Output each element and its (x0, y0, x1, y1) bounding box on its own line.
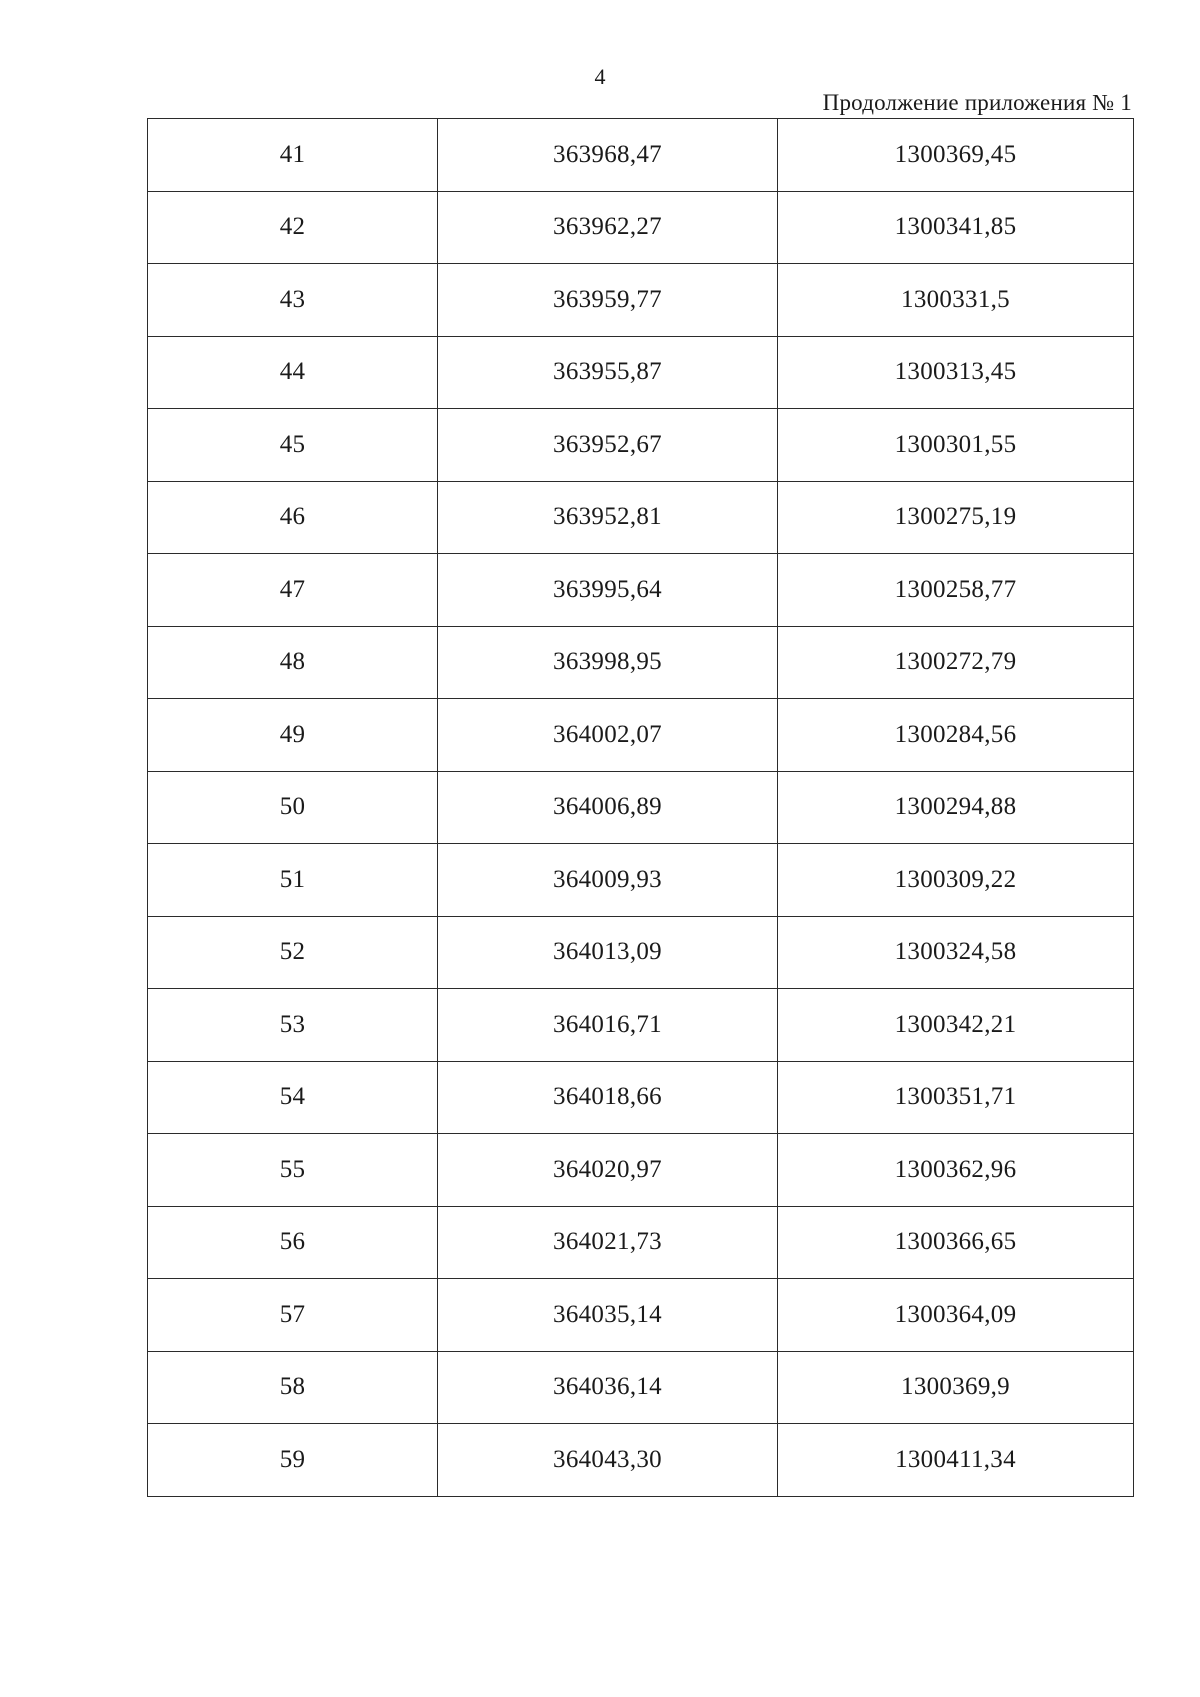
table-row (148, 916, 1134, 989)
table-row (148, 336, 1134, 409)
point-number-cell: 59 (148, 1424, 438, 1497)
x-coordinate-cell: 363959,77 (438, 264, 778, 337)
point-number-cell: 55 (148, 1134, 438, 1207)
point-number-cell: 45 (148, 409, 438, 482)
y-coordinate-cell: 1300364,09 (778, 1279, 1134, 1352)
x-coordinate-cell: 363952,67 (438, 409, 778, 482)
x-coordinate-cell: 364006,89 (438, 771, 778, 844)
y-coordinate-cell: 1300369,9 (778, 1351, 1134, 1424)
point-number-cell: 54 (148, 1061, 438, 1134)
y-coordinate-cell: 1300275,19 (778, 481, 1134, 554)
table-row (148, 264, 1134, 337)
x-coordinate-cell: 363955,87 (438, 336, 778, 409)
x-coordinate-cell: 363952,81 (438, 481, 778, 554)
point-number-cell: 42 (148, 191, 438, 264)
y-coordinate-cell: 1300284,56 (778, 699, 1134, 772)
y-coordinate-cell: 1300313,45 (778, 336, 1134, 409)
y-coordinate-cell: 1300411,34 (778, 1424, 1134, 1497)
point-number-cell: 51 (148, 844, 438, 917)
table-row (148, 844, 1134, 917)
point-number-cell: 52 (148, 916, 438, 989)
coordinates-table (147, 118, 1134, 1497)
table-row (148, 1424, 1134, 1497)
x-coordinate-cell: 364016,71 (438, 989, 778, 1062)
x-coordinate-cell: 364013,09 (438, 916, 778, 989)
x-coordinate-cell: 364021,73 (438, 1206, 778, 1279)
table-row (148, 481, 1134, 554)
point-number-cell: 57 (148, 1279, 438, 1352)
table-row (148, 554, 1134, 627)
table-row (148, 1279, 1134, 1352)
table-row (148, 699, 1134, 772)
point-number-cell: 48 (148, 626, 438, 699)
table-row (148, 119, 1134, 192)
table-row (148, 626, 1134, 699)
table-row (148, 1351, 1134, 1424)
x-coordinate-cell: 363968,47 (438, 119, 778, 192)
y-coordinate-cell: 1300272,79 (778, 626, 1134, 699)
table-row (148, 409, 1134, 482)
x-coordinate-cell: 364035,14 (438, 1279, 778, 1352)
table-row (148, 1206, 1134, 1279)
y-coordinate-cell: 1300362,96 (778, 1134, 1134, 1207)
y-coordinate-cell: 1300351,71 (778, 1061, 1134, 1134)
x-coordinate-cell: 363962,27 (438, 191, 778, 264)
point-number-cell: 44 (148, 336, 438, 409)
x-coordinate-cell: 364009,93 (438, 844, 778, 917)
y-coordinate-cell: 1300331,5 (778, 264, 1134, 337)
table-row (148, 191, 1134, 264)
x-coordinate-cell: 363998,95 (438, 626, 778, 699)
point-number-cell: 41 (148, 119, 438, 192)
point-number-cell: 46 (148, 481, 438, 554)
y-coordinate-cell: 1300324,58 (778, 916, 1134, 989)
point-number-cell: 47 (148, 554, 438, 627)
x-coordinate-cell: 363995,64 (438, 554, 778, 627)
point-number-cell: 53 (148, 989, 438, 1062)
x-coordinate-cell: 364020,97 (438, 1134, 778, 1207)
point-number-cell: 49 (148, 699, 438, 772)
table-row (148, 1061, 1134, 1134)
y-coordinate-cell: 1300341,85 (778, 191, 1134, 264)
table-row (148, 771, 1134, 844)
table-row (148, 989, 1134, 1062)
continuation-label: Продолжение приложения № 1 (822, 90, 1132, 115)
point-number-cell: 50 (148, 771, 438, 844)
page-number: 4 (594, 64, 606, 89)
point-number-cell: 58 (148, 1351, 438, 1424)
y-coordinate-cell: 1300369,45 (778, 119, 1134, 192)
x-coordinate-cell: 364043,30 (438, 1424, 778, 1497)
table-row (148, 1134, 1134, 1207)
y-coordinate-cell: 1300342,21 (778, 989, 1134, 1062)
y-coordinate-cell: 1300258,77 (778, 554, 1134, 627)
y-coordinate-cell: 1300301,55 (778, 409, 1134, 482)
y-coordinate-cell: 1300366,65 (778, 1206, 1134, 1279)
point-number-cell: 56 (148, 1206, 438, 1279)
x-coordinate-cell: 364002,07 (438, 699, 778, 772)
x-coordinate-cell: 364036,14 (438, 1351, 778, 1424)
x-coordinate-cell: 364018,66 (438, 1061, 778, 1134)
point-number-cell: 43 (148, 264, 438, 337)
y-coordinate-cell: 1300309,22 (778, 844, 1134, 917)
y-coordinate-cell: 1300294,88 (778, 771, 1134, 844)
coordinates-table-body (148, 119, 1134, 1497)
